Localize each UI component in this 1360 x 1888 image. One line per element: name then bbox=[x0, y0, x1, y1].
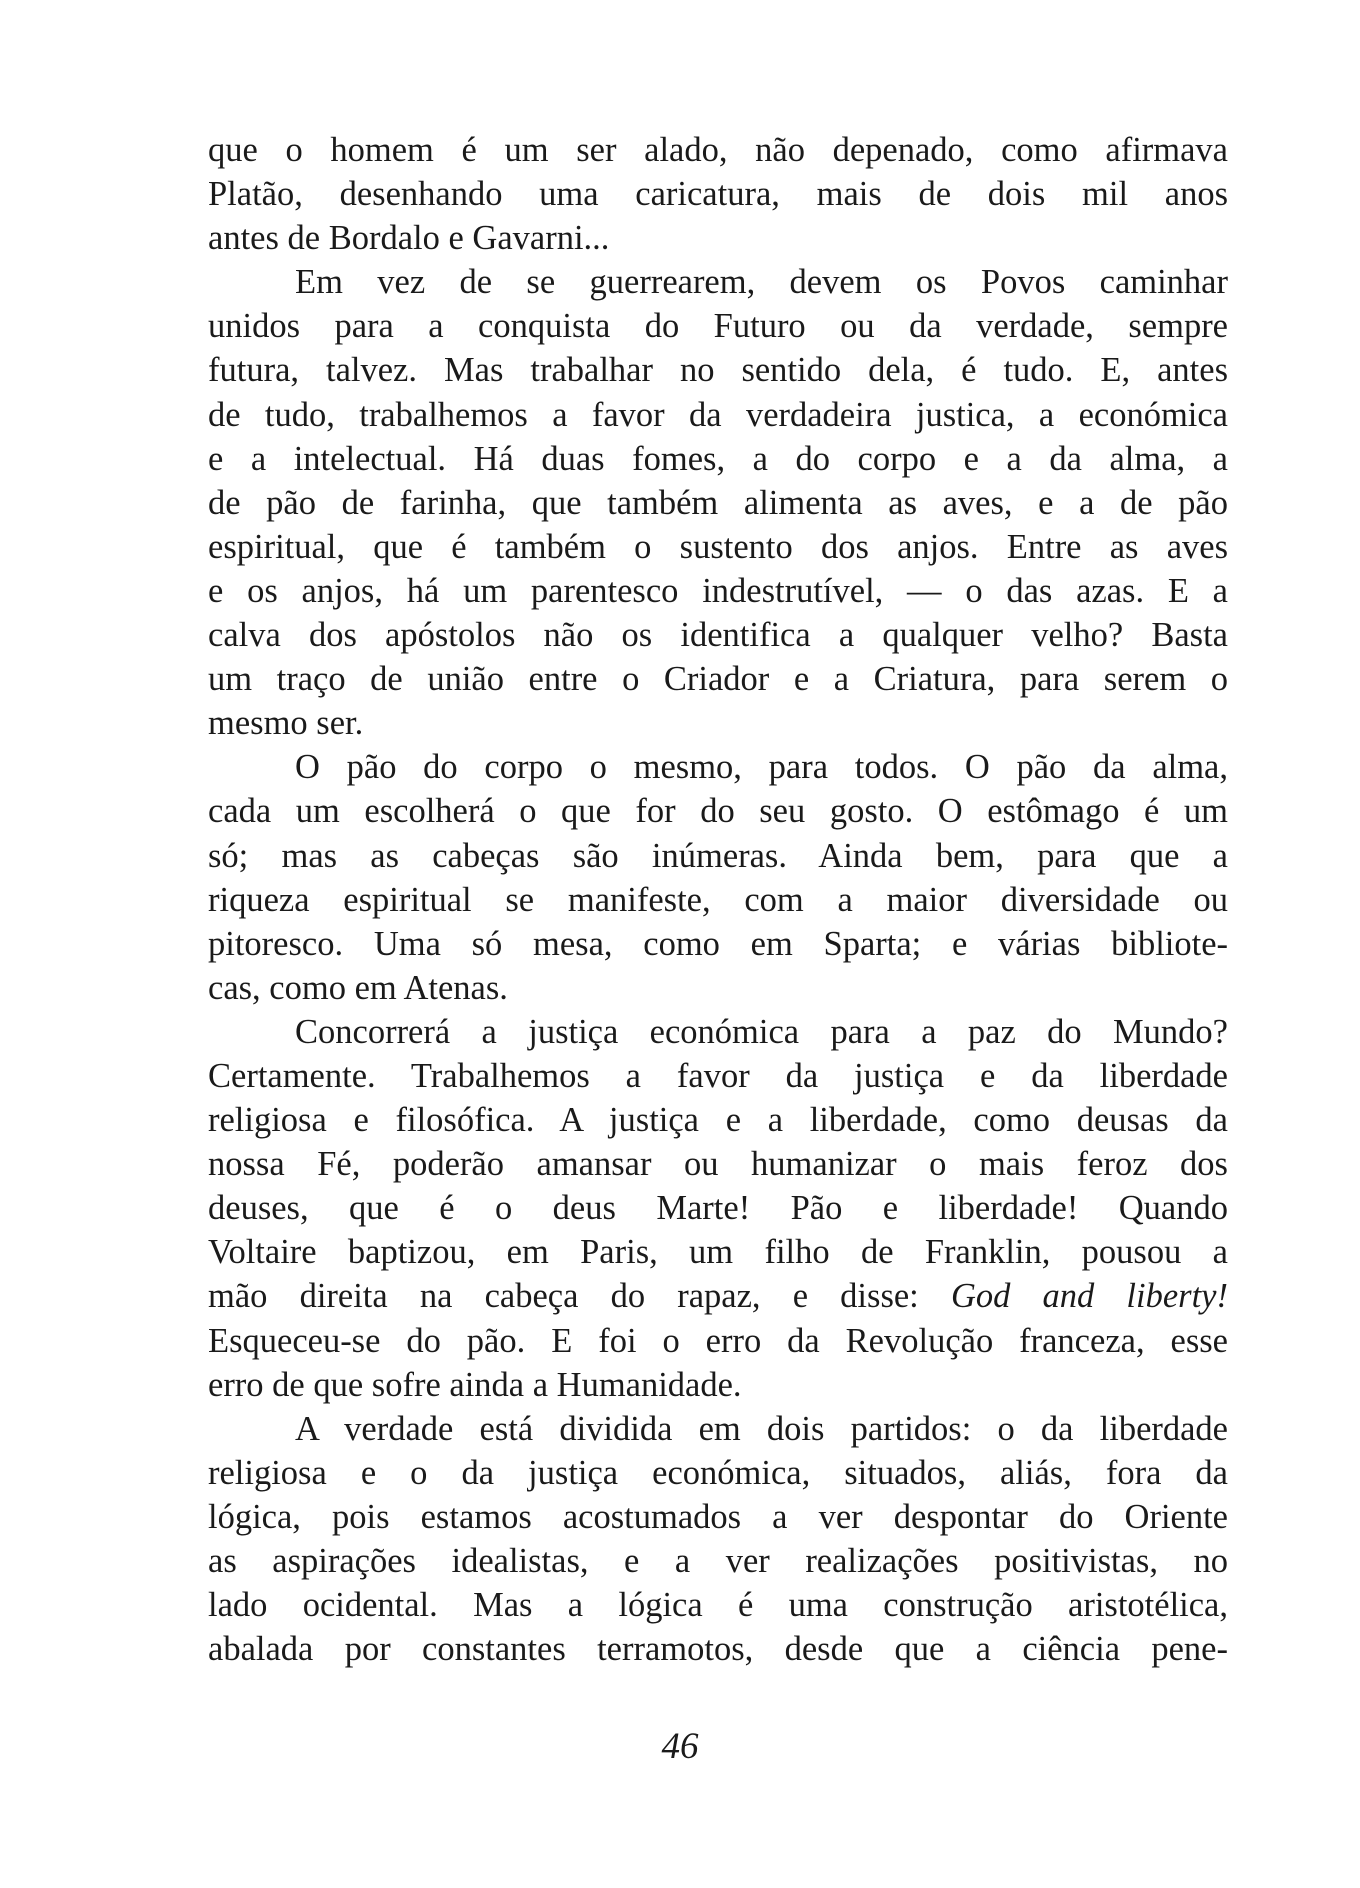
text-line-29: erro de que sofre ainda a Humanidade. bbox=[208, 1365, 742, 1404]
text-line-16: cada um escolherá o que for do seu gosto. O estômago é um bbox=[208, 792, 1228, 831]
page-number: 46 bbox=[661, 1726, 699, 1767]
body-text bbox=[208, 128, 1228, 1671]
text-line-30: A verdade está dividida em dois partidos: o da liberdade bbox=[295, 1409, 1228, 1448]
text-line-23: religiosa e filosófica. A justiça e a liberdade, como deusas da bbox=[208, 1101, 1228, 1140]
text-line-20: cas, como em Atenas. bbox=[208, 968, 508, 1007]
text-line-26: Voltaire baptizou, em Paris, um filho de Franklin, pousou a bbox=[208, 1233, 1228, 1272]
text-line-31: religiosa e o da justiça económica, situados, aliás, fora da bbox=[208, 1453, 1228, 1492]
text-line-3: antes de Bordalo e Gavarni... bbox=[208, 219, 610, 258]
text-line-18: riqueza espiritual se manifeste, com a maior diversidade ou bbox=[208, 880, 1228, 919]
text-line-33: as aspirações idealistas, e a ver realizações positivistas, no bbox=[208, 1542, 1228, 1580]
text-line-9: de pão de farinha, que também alimenta as aves, e a de pão bbox=[208, 483, 1228, 522]
text-line-21: Concorrerá a justiça económica para a paz do Mundo? bbox=[295, 1012, 1228, 1051]
text-line-11: e os anjos, há um parentesco indestrutível, — o das azas. E a bbox=[208, 571, 1228, 610]
text-line-25: deuses, que é o deus Marte! Pão e liberdade! Quando bbox=[208, 1189, 1228, 1228]
text-line-6: futura, talvez. Mas trabalhar no sentido dela, é tudo. E, antes bbox=[208, 351, 1228, 390]
text-line-13: um traço de união entre o Criador e a Criatura, para serem o bbox=[208, 660, 1228, 699]
text-line-8: e a intelectual. Há duas fomes, a do corpo e a da alma, a bbox=[208, 439, 1228, 478]
text-line-10: espiritual, que é também o sustento dos anjos. Entre as aves bbox=[208, 527, 1228, 566]
text-line-34: lado ocidental. Mas a lógica é uma construção aristotélica, bbox=[208, 1586, 1228, 1625]
text-line-15: O pão do corpo o mesmo, para todos. O pão da alma, bbox=[295, 748, 1228, 787]
text-line-24: nossa Fé, poderão amansar ou humanizar o mais feroz dos bbox=[208, 1145, 1228, 1184]
text-line-19: pitoresco. Uma só mesa, como em Sparta; e várias bibliote- bbox=[208, 924, 1228, 963]
text-line-14: mesmo ser. bbox=[208, 704, 364, 743]
text-line-27-italic: God and liberty! bbox=[950, 1277, 1228, 1316]
text-line-27 bbox=[208, 1274, 1228, 1318]
text-line-5: unidos para a conquista do Futuro ou da verdade, sempre bbox=[208, 307, 1228, 346]
text-line-2: Platão, desenhando uma caricatura, mais de dois mil anos bbox=[208, 175, 1228, 214]
text-line-28: Esqueceu-se do pão. E foi o erro da Revolução franceza, esse bbox=[208, 1321, 1228, 1360]
text-line-17: só; mas as cabeças são inúmeras. Ainda bem, para que a bbox=[208, 836, 1228, 875]
text-line-32: lógica, pois estamos acostumados a ver despontar do Oriente bbox=[208, 1497, 1228, 1536]
text-line-1: que o homem é um ser alado, não depenado, como afirmava bbox=[208, 131, 1228, 169]
text-line-7: de tudo, trabalhemos a favor da verdadeira justica, a económica bbox=[208, 395, 1228, 434]
text-line-22: Certamente. Trabalhemos a favor da justiça e da liberdade bbox=[208, 1056, 1228, 1095]
text-line-12: calva dos apóstolos não os identifica a qualquer velho? Basta bbox=[208, 616, 1228, 655]
text-line-27-roman: mão direita na cabeça do rapaz, e disse: bbox=[208, 1277, 951, 1316]
text-line-35: abalada por constantes terramotos, desde que a ciência pene- bbox=[208, 1630, 1228, 1669]
text-line-4: Em vez de se guerrearem, devem os Povos caminhar bbox=[295, 263, 1228, 302]
